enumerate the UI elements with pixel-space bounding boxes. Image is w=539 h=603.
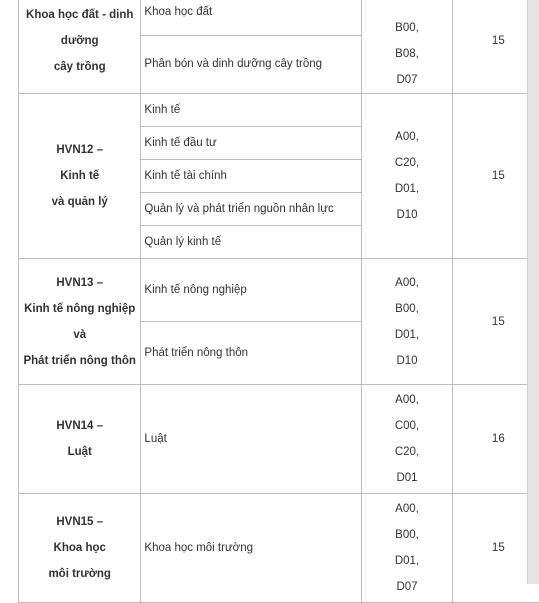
major-name: Khoa học đất [141, 6, 361, 18]
group-cell [19, 259, 141, 385]
combo-line: D01, [362, 176, 451, 202]
major-cell [141, 0, 362, 35]
combo-line: C20, [362, 150, 451, 176]
major-name: Kinh tế tài chính [141, 170, 361, 182]
major-name: Kinh tế [141, 104, 361, 116]
combo-line: C20, [362, 439, 451, 465]
group-line: môi trường [19, 561, 140, 587]
combo-line: D01, [362, 322, 451, 348]
major-name: Luật [141, 433, 361, 445]
combo-cell [362, 94, 452, 259]
group-cell [19, 0, 141, 94]
combo-line: A00, [362, 496, 451, 522]
major-cell [141, 94, 362, 127]
major-cell [141, 127, 362, 160]
scrollbar-track[interactable] [527, 0, 539, 584]
major-cell [141, 226, 362, 259]
combo-line: D10 [362, 348, 451, 374]
major-name: Phân bón và dinh dưỡng cây trồng [141, 58, 361, 70]
major-name: Phát triển nông thôn [141, 347, 361, 359]
combo-line: B08, [362, 41, 451, 67]
table-row [19, 385, 539, 494]
group-line: Phát triển nông thôn [19, 348, 140, 374]
combo-cell [362, 0, 452, 94]
major-name: Kinh tế nông nghiệp [141, 284, 361, 296]
group-cell [19, 385, 141, 494]
group-line: Kinh tế nông nghiệp và [19, 296, 140, 348]
combo-line: D01, [362, 548, 451, 574]
combo-line: D07 [362, 67, 451, 93]
combo-cell [362, 494, 452, 603]
major-cell [141, 385, 362, 494]
combo-line: D07 [362, 574, 451, 600]
combo-line: C00, [362, 413, 451, 439]
combo-line: A00, [362, 124, 451, 150]
score-cell: 15 [452, 94, 539, 259]
group-line: dưỡng [19, 28, 140, 54]
group-line: Kinh tế [19, 163, 140, 189]
combo-cell [362, 259, 452, 385]
combo-line: A00, [362, 270, 451, 296]
group-line: HVN14 – [19, 413, 140, 439]
major-name: Quản lý kinh tế [141, 236, 361, 248]
score-cell: 15 [452, 259, 539, 385]
major-name: Khoa học môi trường [141, 542, 361, 554]
major-cell [141, 35, 362, 93]
combo-line: D01 [362, 465, 451, 491]
table-row [19, 0, 539, 35]
table-row [19, 94, 539, 127]
group-line: và quản lý [19, 189, 140, 215]
major-name: Quản lý và phát triển nguồn nhân lực [141, 203, 361, 215]
major-cell [141, 494, 362, 603]
admission-table [18, 0, 539, 603]
group-line: HVN13 – [19, 270, 140, 296]
group-line: HVN12 – [19, 137, 140, 163]
major-cell [141, 259, 362, 322]
combo-line: D10 [362, 202, 451, 228]
combo-line [362, 0, 451, 15]
major-cell [141, 160, 362, 193]
score-cell: 16 [452, 385, 539, 494]
combo-line: B00, [362, 15, 451, 41]
group-cell [19, 94, 141, 259]
combo-cell [362, 385, 452, 494]
major-name: Kinh tế đầu tư [141, 137, 361, 149]
combo-line: A00, [362, 387, 451, 413]
group-line: Luật [19, 439, 140, 465]
group-line: Khoa học đất - dinh [19, 2, 140, 28]
combo-line: B00, [362, 522, 451, 548]
group-line: cây trồng [19, 54, 140, 80]
group-line: HVN15 – [19, 509, 140, 535]
table-row [19, 259, 539, 322]
combo-line: B00, [362, 296, 451, 322]
group-cell [19, 494, 141, 603]
major-cell [141, 193, 362, 226]
group-line: Khoa học [19, 535, 140, 561]
major-cell [141, 322, 362, 385]
table-row [19, 494, 539, 603]
score-cell: 15 [452, 494, 539, 603]
score-cell: 15 [452, 0, 539, 94]
